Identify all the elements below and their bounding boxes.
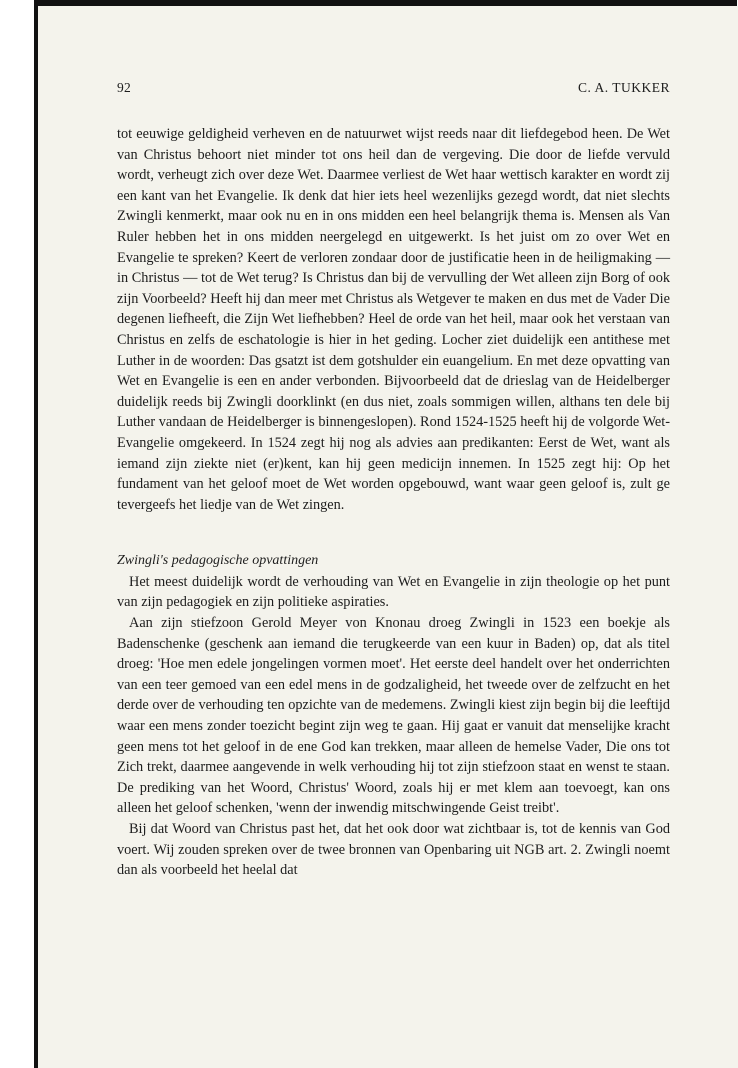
page-header [117,80,670,100]
body-text [117,124,670,881]
page-number: 92 [117,80,131,95]
book-page [38,6,738,1068]
paragraph: Aan zijn stiefzoon Gerold Meyer von Knonau droeg Zwingli in 1523 een boekje als Badenschenke (geschenk aan iemand die terugkeerde van een kuur in Baden) op, dat als titel droeg: 'Hoe men edele jongelingen vormen moet'. Het eerste deel handelt over het onderrichten van een teer gemoed van een edel mens in de godzaligheid, het tweede over de zelfzucht en het derde over de verhouding ten opzichte van de medemens. Zwingli kiest zijn begin bij die leeftijd waar een mens zonder toezicht begint zijn weg te gaan. Hij gaat er vanuit dat menselijke kracht geen mens tot het geloof in de ene God kan trekken, maar alleen de hemelse Vader, Die ons tot Zich trekt, daarmee aangevende in welk verhouding hij tot zijn stiefzoon staat en wenst te staan. De prediking van het Woord, Christus' Woord, zoals hij er met klem aan toevoegt, kan ons alleen het geloof schenken, 'wenn der inwendig mitschwingende Geist treibt'. [117,615,670,817]
section-heading: Zwingli's pedagogische opvattingen [117,553,319,569]
paragraph: Bij dat Woord van Christus past het, dat het ook door wat zichtbaar is, tot de kennis van God voert. Wij zouden spreken over de twee bronnen van Openbaring uit NGB art. 2. Zwingli noemt dan als voorbeeld het heelal dat [117,821,670,879]
paragraph: Het meest duidelijk wordt de verhouding van Wet en Evangelie in zijn theologie op het punt van zijn pedagogiek en zijn politieke aspiraties. [117,573,670,611]
paragraph: tot eeuwige geldigheid verheven en de natuurwet wijst reeds naar dit liefdegebod heen. De Wet van Christus behoort niet minder tot ons heil dan de vergeving. Die door de liefde vervuld wordt, verheugt zich over deze Wet. Daarmee verliest de Wet haar wettisch karakter en wordt zij een kant van het Evangelie. Ik denk dat hier iets heel wezenlijks gezegd wordt, dat niet slechts Zwingli kenmerkt, maar ook nu en in ons midden een heel belangrijk thema is. Mensen als Van Ruler hebben het in ons midden neergelegd en uitgewerkt. Is het juist om zo over Wet en Evangelie te spreken? Keert de verloren zondaar door de justificatie heen in de heiligmaking — in Christus — tot de Wet terug? Is Christus dan bij de vervulling der Wet alleen zijn Borg of ook zijn Voorbeeld? Heeft hij dan meer met Christus als Wetgever te maken en dus met de Vader Die degenen liefheeft, die Zijn Wet liefhebben? Heel de orde van het heil, maar ook het verstaan van Christus en zelfs de eschatologie is hier in het geding. Locher ziet duidelijk een antithese met Luther in de woorden: Das gsatzt ist dem gotshulder ein euangelium. En met deze opvatting van Wet en Evangelie is een en ander verbonden. Bijvoorbeeld dat de drieslag van de Heidelberger duidelijk reeds bij Zwingli doorklinkt (en dus niet, zoals sommigen willen, althans ten dele bij Luther vandaan de Heidelberger is binnengeslopen). Rond 1524-1525 heeft hij de volgorde Wet-Evangelie omgekeerd. In 1524 zegt hij nog als advies aan predikanten: Eerst de Wet, want als iemand zijn ziekte niet (er)kent, kan hij geen medicijn innemen. In 1525 zegt hij: Op het fundament van het geloof moet de Wet worden opgebouwd, want waar geen geloof is, zult ge tevergeefs het liedje van de Wet zingen. [117,126,670,513]
running-head: C. A. TUKKER [577,80,670,95]
